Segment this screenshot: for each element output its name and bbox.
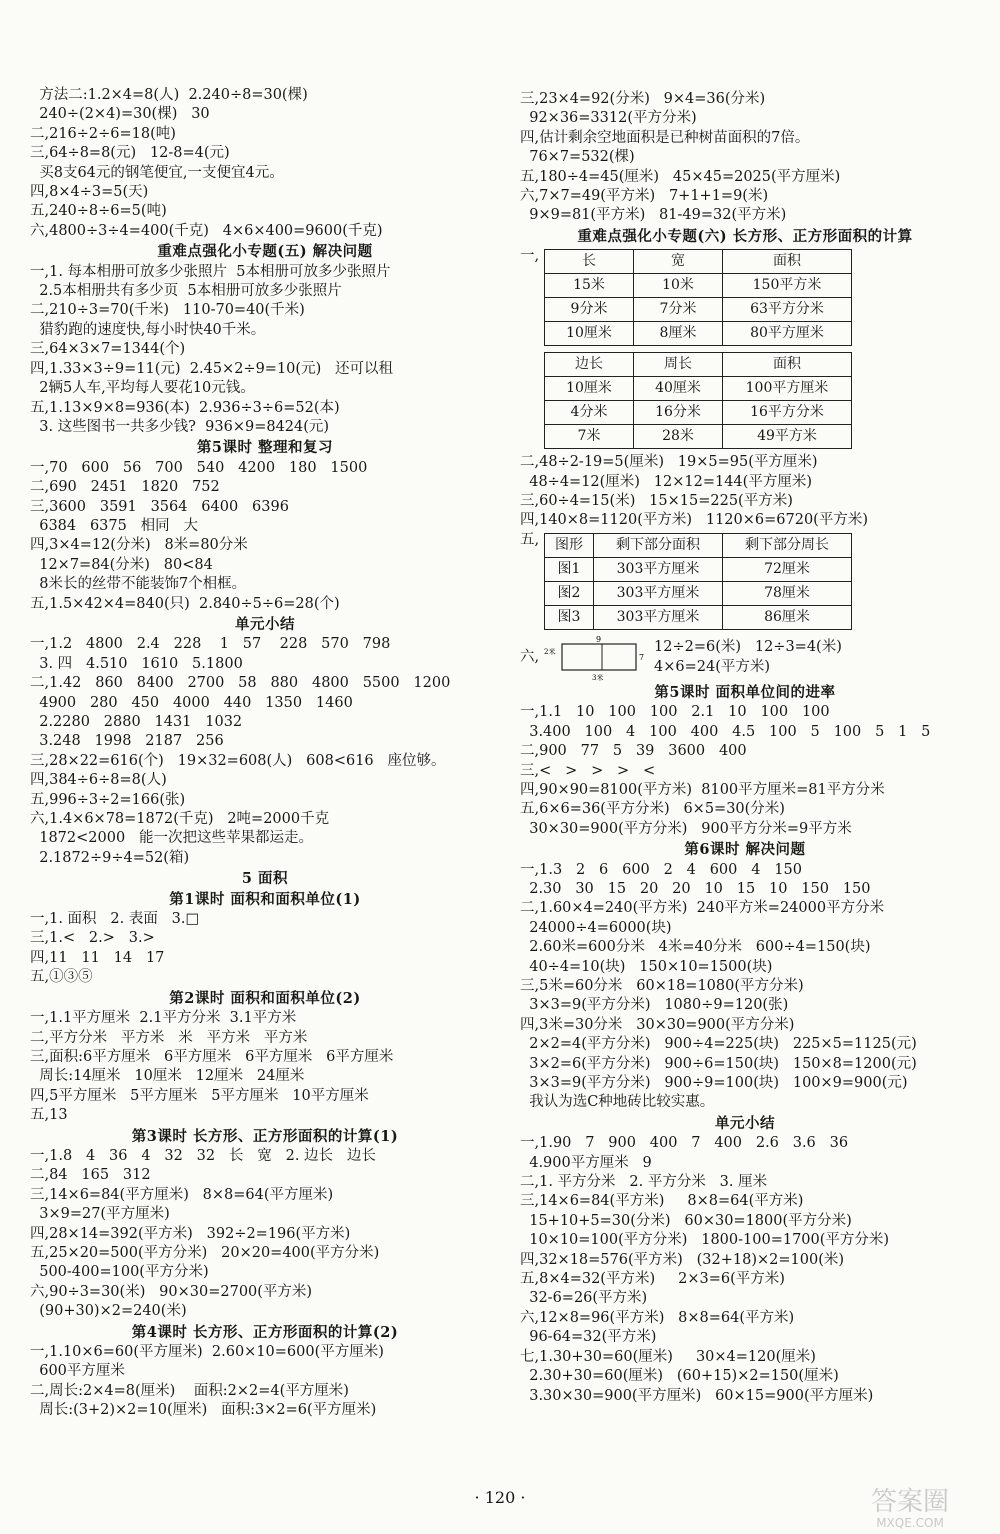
table-cell: 40厘米 [634,377,723,401]
answer-line: 一,70 600 56 700 540 4200 180 1500 [30,459,368,476]
answer-line: 六,90÷3=30(米) 90×30=2700(平方米) [30,1283,313,1300]
watermark-text-url: MXQE.COM [876,1516,944,1530]
table-row [545,581,852,605]
table-cell: 28米 [634,425,723,449]
answer-line: 6384 6375 相同 大 [30,517,199,534]
table-cell: 16分米 [634,401,723,425]
answer-line: 3×2=6(平方分米) 900÷6=150(块) 150×8=1200(元) [520,1055,917,1072]
section-heading: 单元小结 [715,1114,775,1132]
table-cell: 图形 [545,533,594,557]
table-cell: 303平方厘米 [594,557,723,581]
answer-line: 2辆5人车,平均每人要花10元钱。 [30,380,255,397]
table-cell: 9分米 [545,298,634,322]
answer-line: 四,估计剩余空地面积是已种树苗面积的7倍。 [520,129,810,146]
answer-line: 240÷(2×4)=30(棵) 30 [30,106,210,123]
table-row [545,605,852,629]
answer-line: 8米长的丝带不能装饰7个相框。 [30,576,247,593]
answer-line: 我认为选C种地砖比较实惠。 [520,1094,715,1111]
table3-row [520,531,970,634]
answer-line: 3.30×30=900(平方厘米) 60×15=900(平方厘米) [520,1387,874,1404]
answer-line: 一,1. 每本相册可放多少张照片 5本相册可放多少张照片 [30,263,391,280]
watermark-logo [854,1482,966,1530]
answer-line: 30×30=900(平方分米) 900平方分米=9平方米 [520,820,852,837]
answer-line: 三,64÷8=8(元) 12-8=4(元) [30,145,230,162]
answer-line: 2.5本相册共有多少页 5本相册可放多少张照片 [30,283,342,300]
answer-line: 三,60÷4=15(米) 15×15=225(平方米) [520,493,793,510]
table-cell: 图2 [545,581,594,605]
watermark-text-cn: 答案圈 [870,1487,950,1517]
table-cell: 15米 [545,274,634,298]
table-cell: 16平方分米 [723,401,852,425]
answer-line: 一,1.1 10 100 100 2.1 10 100 100 [520,704,830,721]
answer-line: 4900 280 450 4000 440 1350 1460 [30,694,353,711]
table-cell: 86厘米 [723,605,852,629]
section-heading: 第4课时 长方形、正方形面积的计算(2) [131,1323,399,1341]
section-heading: 第5课时 整理和复习 [196,439,334,457]
table-header-row [545,353,852,377]
answer-line: 五,13 [30,1107,68,1124]
answer-line: 四,1.33×3÷9=11(元) 2.45×2÷9=10(元) 还可以租 [30,360,394,377]
answer-line: 二,690 2451 1820 752 [30,479,220,496]
answer-line: 五,240÷8÷6=5(吨) [30,203,167,220]
answer-line: 三,14×6=84(平方厘米) 8×8=64(平方厘米) [30,1186,334,1203]
answer-line: 92×36=3312(平方分米) [520,110,697,127]
answer-line: 96-64=32(平方米) [520,1329,657,1346]
table-cell: 宽 [634,250,723,274]
answer-line: 四,11 11 14 17 [30,949,165,966]
answer-line: 二,84 165 312 [30,1167,151,1184]
table1-row [520,247,970,350]
table-row [545,557,852,581]
table-cell: 10厘米 [545,377,634,401]
table-header-row [545,533,852,557]
table-cell: 78厘米 [723,581,852,605]
answer-line: 四,384÷6÷8=8(人) [30,772,167,789]
rectangle-diagram [544,634,654,682]
table-cell: 49平方米 [723,425,852,449]
answer-line: 40÷4=10(块) 150×10=1500(块) [520,958,773,975]
section-heading: 5 面积 [241,870,289,888]
answer-line: 三,5米=60分米 60×18=1080(平方分米) [520,977,804,994]
section-heading: 第6课时 解决问题 [684,841,806,859]
special-topic-title: 重难点强化小专题(六) 长方形、正方形面积的计算 [577,227,913,245]
table-cell: 剩下部分面积 [594,533,723,557]
right-mid-lines [520,453,970,531]
answer-line: 四,8×4÷3=5(天) [30,184,149,201]
answer-line: 五,6×6=36(平方分米) 6×5=30(分米) [520,801,785,818]
answer-line: 二,216÷2÷6=18(吨) [30,125,176,142]
fig6-label: 六, [520,649,540,666]
answer-line: 六,12×8=96(平方米) 8×8=64(平方米) [520,1309,795,1326]
answer-line: 4.900平方厘米 9 [520,1154,652,1171]
answer-line: 一,1.10×6=60(平方厘米) 2.60×10=600(平方厘米) [30,1344,384,1360]
table-row [545,298,852,322]
answer-line: 2.1872÷9÷4=52(箱) [30,849,190,866]
table-cell: 图1 [545,557,594,581]
answer-line: 一,1.8 4 36 4 32 32 长 宽 2. 边长 边长 [30,1147,376,1164]
section-heading: 第3课时 长方形、正方形面积的计算(1) [131,1127,399,1145]
answer-line: 六,7×7=49(平方米) 7+1+1=9(米) [520,188,769,205]
answer-line: 48÷4=12(厘米) 12×12=144(平方厘米) [520,473,812,490]
answer-line: 2.30+30=60(厘米) (60+15)×2=150(厘米) [520,1368,839,1385]
answer-line: 三,3600 3591 3564 6400 6396 [30,498,289,515]
answer-line: 二,1. 平方分米 2. 平方分米 3. 厘米 [520,1174,768,1191]
table-cell: 100平方厘米 [723,377,852,401]
answer-line: 五,1.13×9×8=936(本) 2.936÷3÷6=52(本) [30,399,340,416]
answer-line: 32-6=26(平方米) [520,1290,648,1307]
answer-line: 三,64×3×7=1344(个) [30,341,186,358]
answer-line: 四,28×14=392(平方米) 392÷2=196(平方米) [30,1225,351,1242]
answer-line: 一,1.3 2 6 600 2 4 600 4 150 [520,861,802,878]
answer-line: 四,32×18=576(平方米) (32+18)×2=100(米) [520,1251,845,1268]
table-cell: 7分米 [634,298,723,322]
answer-line: 五,8×4=32(平方米) 2×3=6(平方米) [520,1271,785,1288]
answer-line: 24000÷4=6000(块) [520,919,672,936]
page-number: · 120 · [474,1488,526,1507]
answer-line: 一,1.1平方厘米 2.1平方分米 3.1平方米 [30,1010,297,1027]
answer-line: 3.400 100 4 100 400 4.5 100 5 100 5 1 5 [520,723,931,740]
answer-line: 500-400=100(平方分米) [30,1264,209,1281]
answer-line: 76×7=532(棵) [520,149,635,166]
table-cell: 4分米 [545,401,634,425]
answer-line: 猎豹跑的速度快,每小时快40千米。 [30,321,266,338]
table-cell: 10厘米 [545,322,634,346]
diagram-top-label: 9 [596,634,602,644]
answer-line: 五,1.5×42×4=840(只) 2.840÷5÷6=28(个) [30,595,340,612]
answer-line: 五,①③⑤ [30,969,93,986]
answer-line: 二,1.42 860 8400 2700 58 880 4800 5500 1200 [30,675,451,692]
answer-line: 3. 这些图书一共多少钱? 936×9=8424(元) [30,418,330,435]
table-cell: 7米 [545,425,634,449]
answer-line: 9×9=81(平方米) 81-49=32(平方米) [520,207,787,224]
answer-line: 二,48÷2-19=5(厘米) 19×5=95(平方厘米) [520,454,818,471]
table-cell: 边长 [545,353,634,377]
answer-line: (90+30)×2=240(米) [30,1303,187,1320]
table-row [545,274,852,298]
answer-line: 二,周长:2×4=8(厘米) 面积:2×2=4(平方厘米) [30,1382,349,1399]
answer-line: 3×9=27(平方厘米) [30,1206,170,1223]
answer-line: 方法二:1.2×4=8(人) 2.240÷8=30(棵) [30,87,308,103]
section-heading: 第2课时 面积和面积单位(2) [169,989,361,1007]
fig6-eq1: 12÷2=6(米) 12÷3=4(米) [654,639,842,656]
answer-line: 2.60米=600分米 4米=40分米 600÷4=150(块) [520,939,871,956]
table-header-row [545,250,852,274]
table-cell: 63平方分米 [723,298,852,322]
answer-line: 15+10+5=30(分米) 60×30=1800(平方分米) [520,1212,852,1229]
table-cell: 长 [545,250,634,274]
problem-six-figure-row [520,634,970,682]
answer-line: 12×7=84(分米) 80<84 [30,556,213,573]
table-row [545,401,852,425]
table-cell: 72厘米 [723,557,852,581]
answer-line: 三,1.< 2.> 3.> [30,930,155,947]
answer-line: 600平方厘米 [30,1363,125,1380]
answer-line: 四,5平方厘米 5平方厘米 5平方厘米 10平方厘米 [30,1087,369,1104]
right-column [520,90,970,1406]
answer-line: 二,平方分米 平方米 米 平方米 平方米 [30,1029,308,1046]
answer-line: 一,1.90 7 900 400 7 400 2.6 3.6 36 [520,1135,849,1152]
section-heading: 重难点强化小专题(五) 解决问题 [157,243,373,261]
fig6-eq2: 4×6=24(平方米) [654,658,771,675]
answer-line: 三,23×4=92(分米) 9×4=36(分米) [520,91,766,107]
diagram-bottom-label: 3米 [592,673,604,682]
diagram-rect [562,644,636,670]
right-top-lines [520,90,970,226]
right-bottom-lines [520,683,970,1406]
answer-line: 五,180÷4=45(厘米) 45×45=2025(平方厘米) [520,168,841,185]
answer-line: 2.30 30 15 20 20 10 15 10 150 150 [520,880,871,897]
answer-line: 四,140×8=1120(平方米) 1120×6=6720(平方米) [520,512,868,529]
table-row [545,425,852,449]
answer-line: 10×10=100(平方分米) 1800-100=1700(平方分米) [520,1232,890,1249]
table-remaining-parts [544,533,852,630]
answer-line: 五,996÷3÷2=166(张) [30,791,186,808]
answer-line: 一,1.2 4800 2.4 228 1 57 228 570 798 [30,636,391,653]
section-heading: 单元小结 [235,615,295,633]
section-heading: 第5课时 面积单位间的进率 [654,683,836,701]
table-cell: 面积 [723,250,852,274]
table-cell: 图3 [545,605,594,629]
answer-line: 六,1.4×6×78=1872(千克) 2吨=2000千克 [30,811,330,828]
answer-line: 买8支64元的钢笔便宜,一支便宜4元。 [30,164,284,181]
answer-line: 周长:14厘米 10厘米 12厘米 24厘米 [30,1068,305,1085]
table-cell: 10米 [634,274,723,298]
table-cell: 8厘米 [634,322,723,346]
table-rect-area [544,249,852,346]
answer-line: 三,14×6=84(平方米) 8×8=64(平方米) [520,1193,804,1210]
table-cell: 303平方厘米 [594,605,723,629]
answer-line: 2×2=4(平方分米) 900÷4=225(块) 225×5=1125(元) [520,1036,917,1053]
answer-line: 3. 四 4.510 1610 5.1800 [30,655,243,672]
table2-row [520,350,970,453]
table-row [545,322,852,346]
answer-line: 七,1.30+30=60(厘米) 30×4=120(厘米) [520,1348,816,1365]
answer-line: 四,90×90=8100(平方米) 8100平方厘米=81平方分米 [520,781,885,798]
table3-label: 五, [520,531,540,548]
answer-line: 二,210÷3=70(千米) 110-70=40(千米) [30,302,305,319]
table-row [545,377,852,401]
table-square-area [544,352,852,449]
answer-line: 3×3=9(平方分米) 900÷9=100(块) 100×9=900(元) [520,1075,908,1091]
answer-line: 三,面积:6平方厘米 6平方厘米 6平方厘米 6平方厘米 [30,1048,394,1065]
answer-line: 六,4800÷3÷4=400(千克) 4×6×400=9600(千克) [30,222,383,239]
table-cell: 面积 [723,353,852,377]
answer-line: 1872<2000 能一次把这些苹果都运走。 [30,830,313,847]
left-column [30,86,500,1421]
section-heading: 第1课时 面积和面积单位(1) [169,890,361,908]
diagram-right-label: 7 [639,652,645,662]
answer-line: 二,900 77 5 39 3600 400 [520,743,747,760]
answer-line: 四,3米=30分米 30×30=900(平方分米) [520,1016,795,1033]
table-cell: 80平方厘米 [723,322,852,346]
answer-line: 四,3×4=12(分米) 8米=80分米 [30,537,248,554]
answer-line: 二,1.60×4=240(平方米) 240平方米=24000平方分米 [520,900,885,917]
answer-line: 3×3=9(平方分米) 1080÷9=120(张) [520,997,789,1014]
answer-line: 周长:(3+2)×2=10(厘米) 面积:3×2=6(平方厘米) [30,1402,377,1419]
answer-line: 五,25×20=500(平方分米) 20×20=400(平方分米) [30,1244,380,1261]
answer-line: 3.248 1998 2187 256 [30,733,224,750]
diagram-left-label: 2米 [544,647,556,656]
table-cell: 150平方米 [723,274,852,298]
answer-line: 2.2280 2880 1431 1032 [30,714,243,730]
table-cell: 周长 [634,353,723,377]
answer-line: 三,28×22=616(个) 19×32=608(人) 608<616 座位够。 [30,752,446,769]
table-cell: 剩下部分周长 [723,533,852,557]
table-cell: 303平方厘米 [594,581,723,605]
answer-line: 一,1. 面积 2. 表面 3.□ [30,911,200,928]
table1-label: 一, [520,248,540,265]
answer-line: 三,< > > > < [520,762,656,779]
